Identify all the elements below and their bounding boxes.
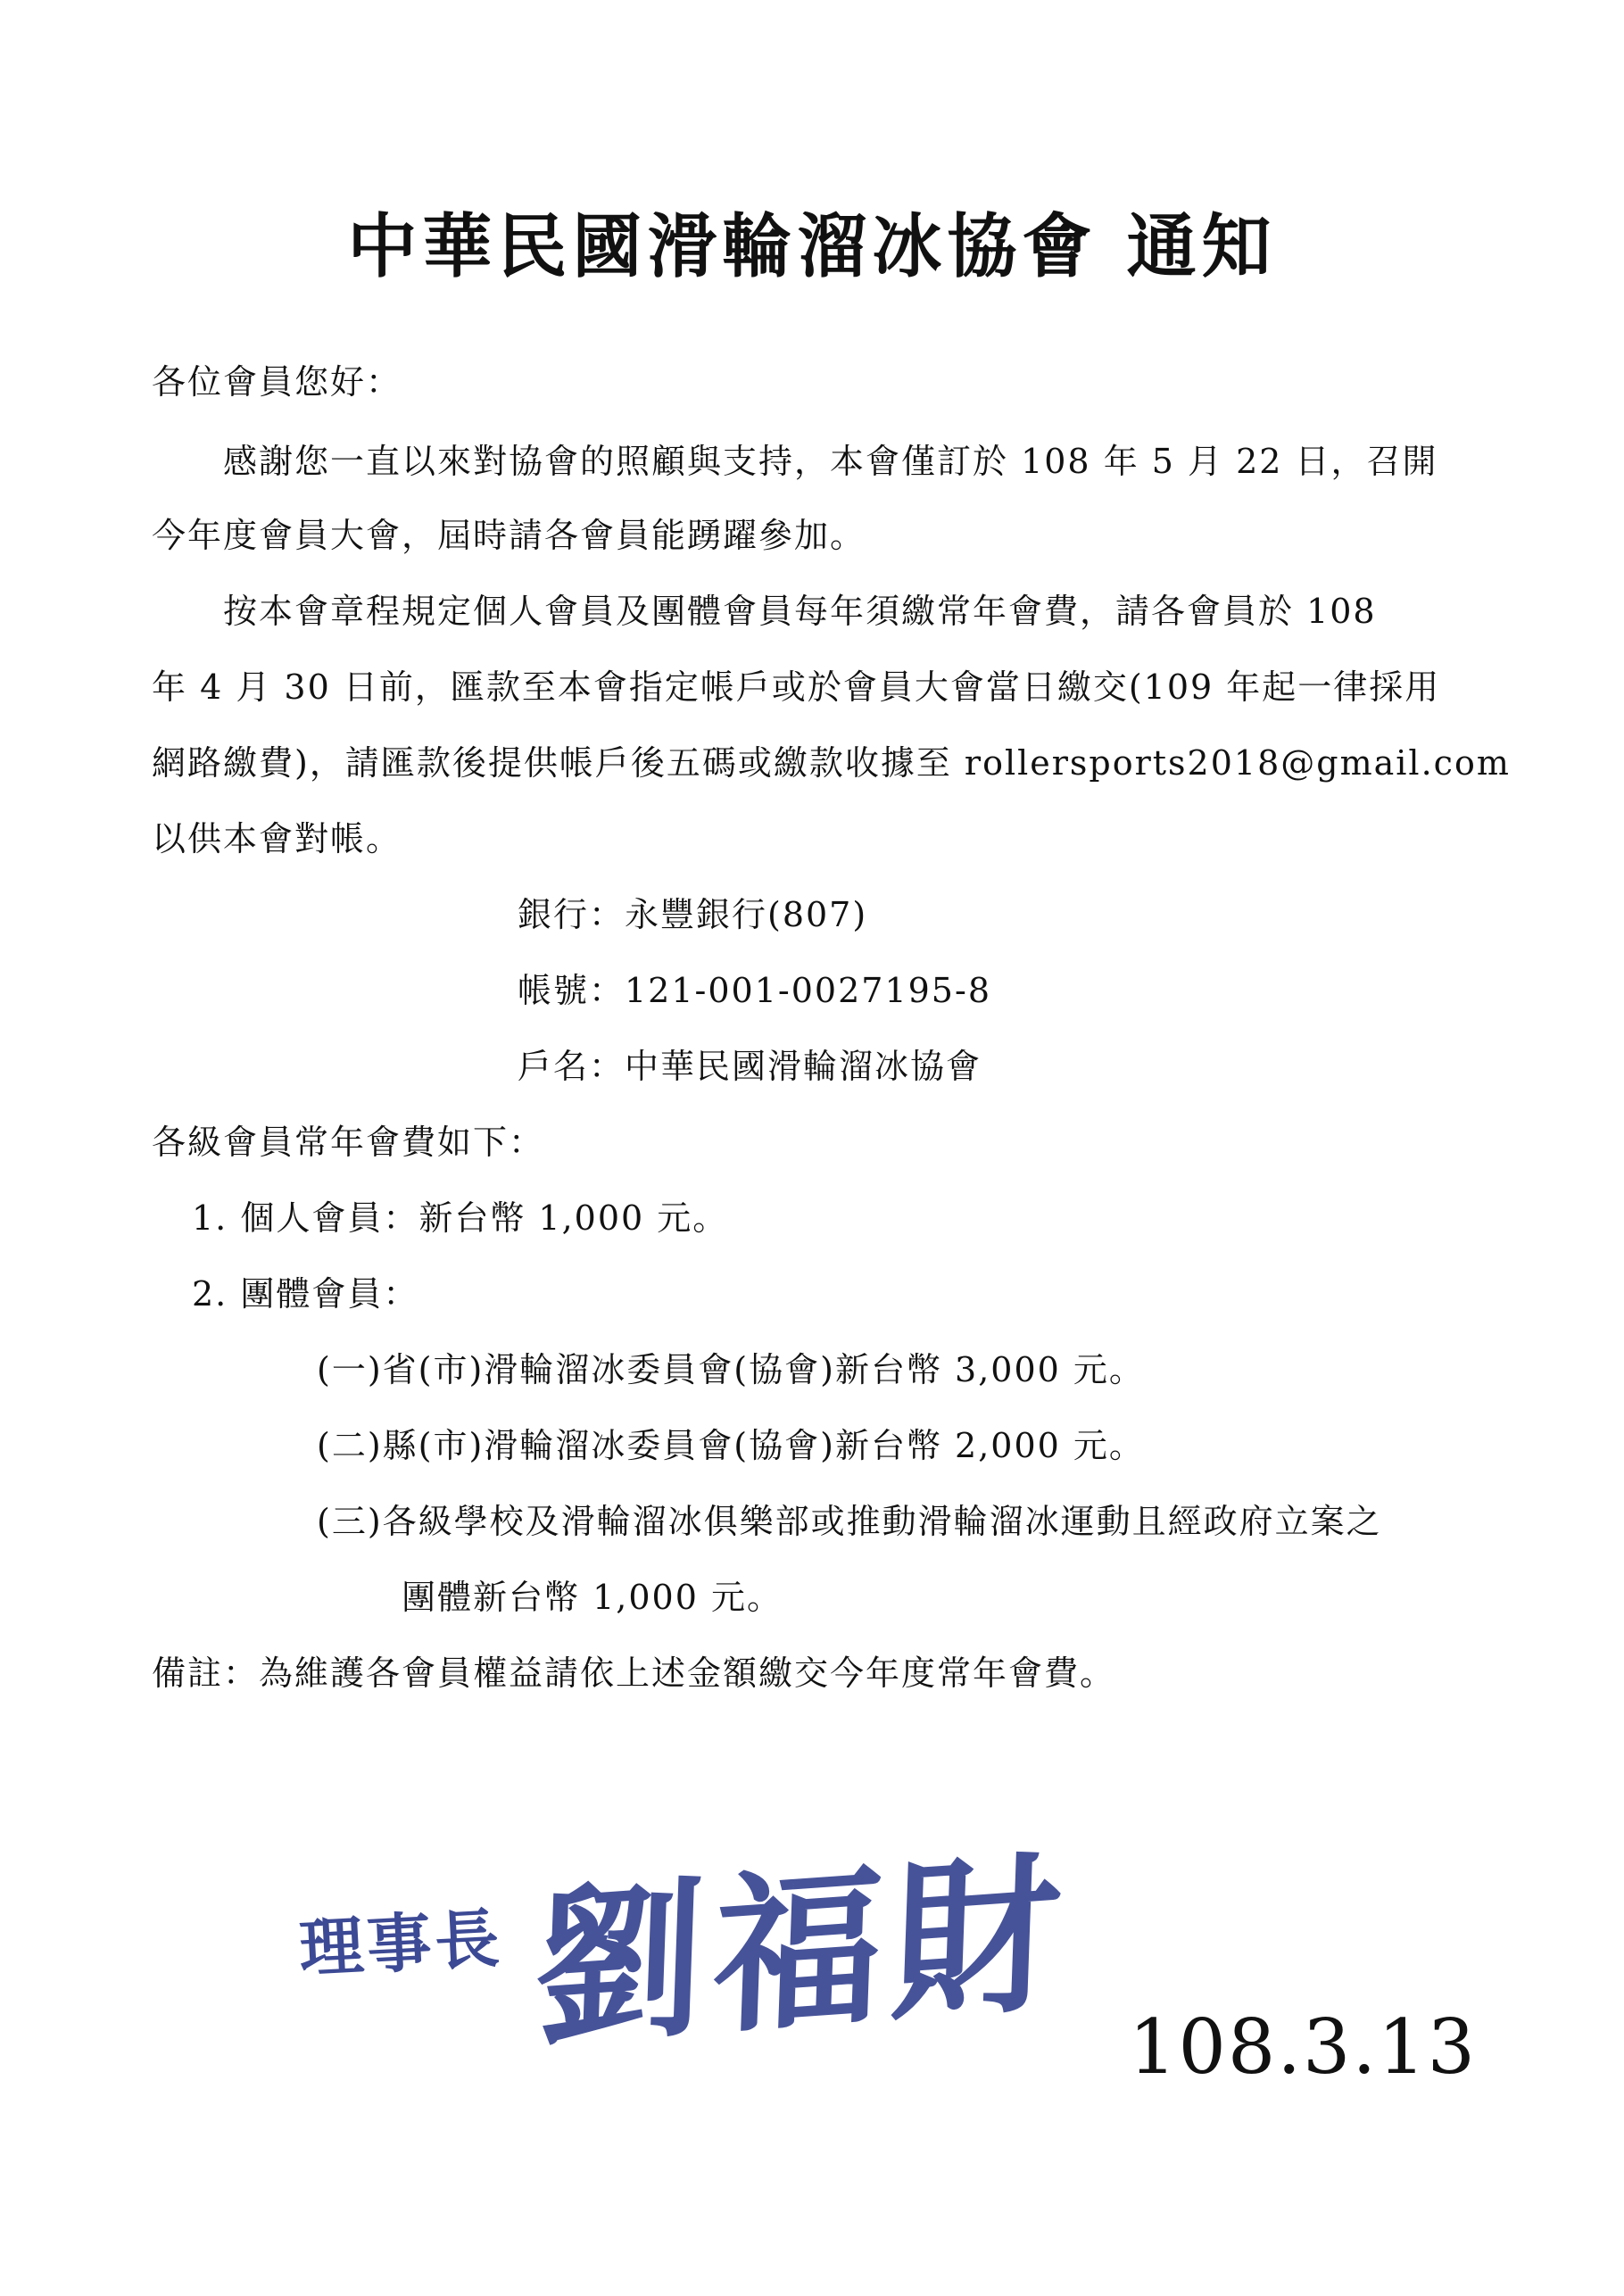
group-fee-provincial: (一)省(市)滑輪溜冰委員會(協會)新台幣 3,000 元。 — [317, 1350, 1145, 1389]
bank-account-line: 帳號：121-001-0027195-8 — [518, 971, 991, 1010]
fees-heading: 各級會員常年會費如下： — [152, 1123, 545, 1162]
fee-item-individual: 1. 個人會員：新台幣 1,000 元。 — [192, 1198, 729, 1238]
group-fee-county: (二)縣(市)滑輪溜冰委員會(協會)新台幣 2,000 元。 — [317, 1426, 1145, 1465]
paragraph-2-line-1: 按本會章程規定個人會員及團體會員每年須繳常年會費，請各會員於 108 — [223, 592, 1377, 631]
paragraph-1-line-2: 今年度會員大會，屆時請各會員能踴躍參加。 — [152, 516, 866, 555]
paragraph-1-line-1: 感謝您一直以來對協會的照顧與支持，本會僅訂於 108 年 5 月 22 日，召開 — [223, 442, 1438, 481]
signature-title-stamp: 理事長 — [297, 1901, 505, 1986]
paragraph-2-line-4: 以供本會對帳。 — [152, 819, 402, 858]
signature-name-stamp: 劉福財 — [532, 1834, 1073, 2070]
paragraph-2-line-2: 年 4 月 30 日前，匯款至本會指定帳戶或於會員大會當日繳交(109 年起一律採用 — [152, 667, 1441, 707]
fee-item-group: 2. 團體會員： — [192, 1274, 419, 1314]
greeting: 各位會員您好： — [152, 362, 402, 402]
page-title: 中華民國滑輪溜冰協會 通知 — [347, 207, 1277, 287]
notice-date: 108.3.13 — [1129, 2003, 1478, 2091]
bank-name-line: 銀行：永豐銀行(807) — [518, 895, 868, 934]
paragraph-2-line-3: 網路繳費)，請匯款後提供帳戶後五碼或繳款收據至 rollersports2018@gmail.com — [152, 743, 1511, 783]
bank-account-holder-line: 戶名：中華民國滑輪溜冰協會 — [518, 1047, 982, 1086]
note: 備註：為維護各會員權益請依上述金額繳交今年度常年會費。 — [152, 1654, 1116, 1693]
group-fee-schools-line-1: (三)各級學校及滑輪溜冰俱樂部或推動滑輪溜冰運動且經政府立案之 — [317, 1502, 1382, 1541]
group-fee-schools-line-2: 團體新台幣 1,000 元。 — [402, 1578, 783, 1617]
